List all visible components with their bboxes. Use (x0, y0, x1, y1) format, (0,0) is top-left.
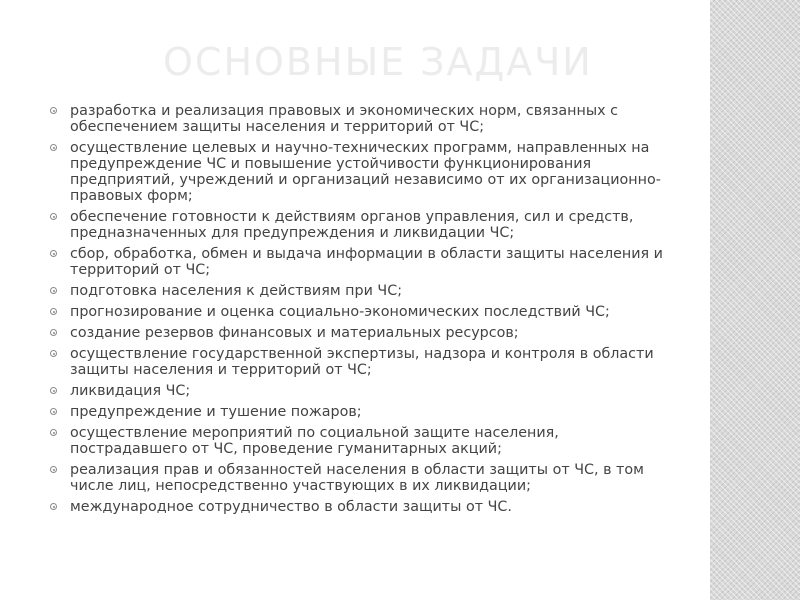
bullet-icon (50, 429, 57, 436)
list-item-text: реализация прав и обязанностей населения в области защиты от ЧС, в том числе лиц, непосредственно участвующих в их ликвидации; (70, 462, 644, 494)
bullet-icon (50, 466, 57, 473)
bullet-icon (50, 350, 57, 357)
list-item (50, 383, 680, 399)
list-item-text: международное сотрудничество в области защиты от ЧС. (70, 499, 512, 515)
list-item-text: ликвидация ЧС; (70, 383, 191, 399)
bullet-icon (50, 107, 57, 114)
bullet-icon (50, 503, 57, 510)
list-item-text: предупреждение и тушение пожаров; (70, 404, 362, 420)
bullet-icon (50, 287, 57, 294)
slide-title: ОСНОВНЫЕ ЗАДАЧИ (163, 40, 593, 84)
list-item-text: сбор, обработка, обмен и выдача информации в области защиты населения и территорий от ЧС; (70, 246, 663, 278)
bullet-icon (50, 250, 57, 257)
list-item (50, 140, 680, 204)
list-item (50, 425, 680, 457)
list-item (50, 499, 680, 515)
list-item (50, 209, 680, 241)
bullet-icon (50, 387, 57, 394)
list-item (50, 346, 680, 378)
bullet-icon (50, 329, 57, 336)
list-item-text: обеспечение готовности к действиям органов управления, сил и средств, предназначенных для предупреждения и ликвидации ЧС; (70, 209, 634, 241)
list-item (50, 325, 680, 341)
list-item (50, 103, 680, 135)
list-item-text: подготовка населения к действиям при ЧС; (70, 283, 403, 299)
list-item (50, 462, 680, 494)
bullet-icon (50, 213, 57, 220)
list-item-text: осуществление мероприятий по социальной защите населения, пострадавшего от ЧС, проведение гуманитарных акций; (70, 425, 559, 457)
bullet-icon (50, 308, 57, 315)
list-item (50, 283, 680, 299)
bullet-icon (50, 144, 57, 151)
list-item-text: прогнозирование и оценка социально-экономических последствий ЧС; (70, 304, 610, 320)
task-list (50, 103, 680, 520)
list-item-text: осуществление целевых и научно-технических программ, направленных на предупреждение ЧС и повышение устойчивости функционирования предприятий, учреждений и организаций независимо от их организационно-правовых форм; (70, 140, 661, 204)
list-item (50, 304, 680, 320)
list-item-text: разработка и реализация правовых и экономических норм, связанных с обеспечением защиты населения и территорий от ЧС; (70, 103, 619, 135)
bullet-icon (50, 408, 57, 415)
list-item-text: создание резервов финансовых и материальных ресурсов; (70, 325, 519, 341)
list-item-text: осуществление государственной экспертизы, надзора и контроля в области защиты населения и территорий от ЧС; (70, 346, 654, 378)
list-item (50, 246, 680, 278)
list-item (50, 404, 680, 420)
decorative-side-stripe (710, 0, 800, 600)
